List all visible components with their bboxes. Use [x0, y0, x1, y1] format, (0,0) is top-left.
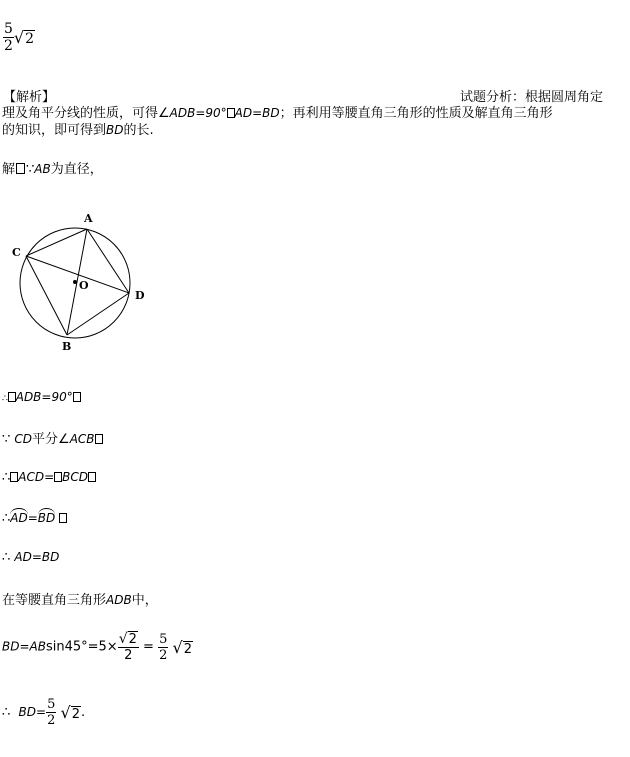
step-7: BD=ABsin45°=5× $\frac{√2}{2}$ = $\frac{5}{2}$ √2 [2, 631, 192, 663]
solution-intro: 解 ∵AB为直径， [2, 162, 103, 177]
missing-glyph-box [54, 472, 62, 482]
chord-ca [26, 229, 87, 256]
arc-bd: BD [38, 508, 55, 525]
analysis-intro: 试题分析：根据圆周角定 [460, 90, 604, 105]
step-3: ∴ ACD= BCD [2, 470, 96, 485]
center-point [73, 280, 77, 284]
answer-expression [3, 22, 35, 53]
label-b: B [62, 340, 72, 353]
step-6: 在等腰直角三角形ADB中， [2, 593, 158, 608]
label-d: D [135, 289, 145, 302]
sqrt2-over-2: $\frac{√2}{2}$ [118, 631, 137, 663]
five-halves: $\frac{5}{2}$ [159, 631, 168, 663]
answer-fraction: $\frac{5}{2}$ [4, 21, 13, 54]
five-halves: $\frac{5}{2}$ [47, 697, 56, 728]
step-5: ∴ AD=BD [2, 550, 60, 565]
sqrt-two: √2 [172, 637, 192, 657]
step-2: ∵ CD平分∠ACB [2, 428, 103, 447]
missing-glyph-box [59, 513, 67, 523]
analysis-line-2: 理及角平分线的性质，可得∠ADB=90° AD=BD；再利用等腰直角三角形的性质及解直角三角形 [2, 106, 553, 121]
label-c: C [12, 246, 21, 259]
analysis-heading: 【解析】 [3, 90, 56, 105]
chord-cb [26, 256, 67, 335]
missing-glyph-box [16, 163, 25, 174]
step-4: ∴AD=BD [2, 508, 67, 526]
label-o: O [79, 279, 89, 292]
chord-db [67, 293, 129, 335]
missing-glyph-box [227, 108, 235, 118]
chord-cd [26, 256, 129, 293]
circle-figure [8, 205, 158, 355]
arc-ad: AD [10, 508, 27, 525]
step-8-conclusion: ∴ BD= $\frac{5}{2}$ √2. [2, 697, 86, 728]
missing-glyph-box [88, 472, 96, 482]
analysis-line-3: 的知识，即可得到BD的长. [2, 123, 154, 138]
step-1: ∴ ADB=90° [2, 390, 81, 405]
missing-glyph-box [73, 392, 81, 402]
sqrt-two: √2 [60, 703, 80, 722]
answer-sqrt: √2 [13, 28, 35, 47]
missing-glyph-box [8, 392, 16, 402]
label-a: A [84, 212, 93, 225]
missing-glyph-box [95, 434, 103, 444]
